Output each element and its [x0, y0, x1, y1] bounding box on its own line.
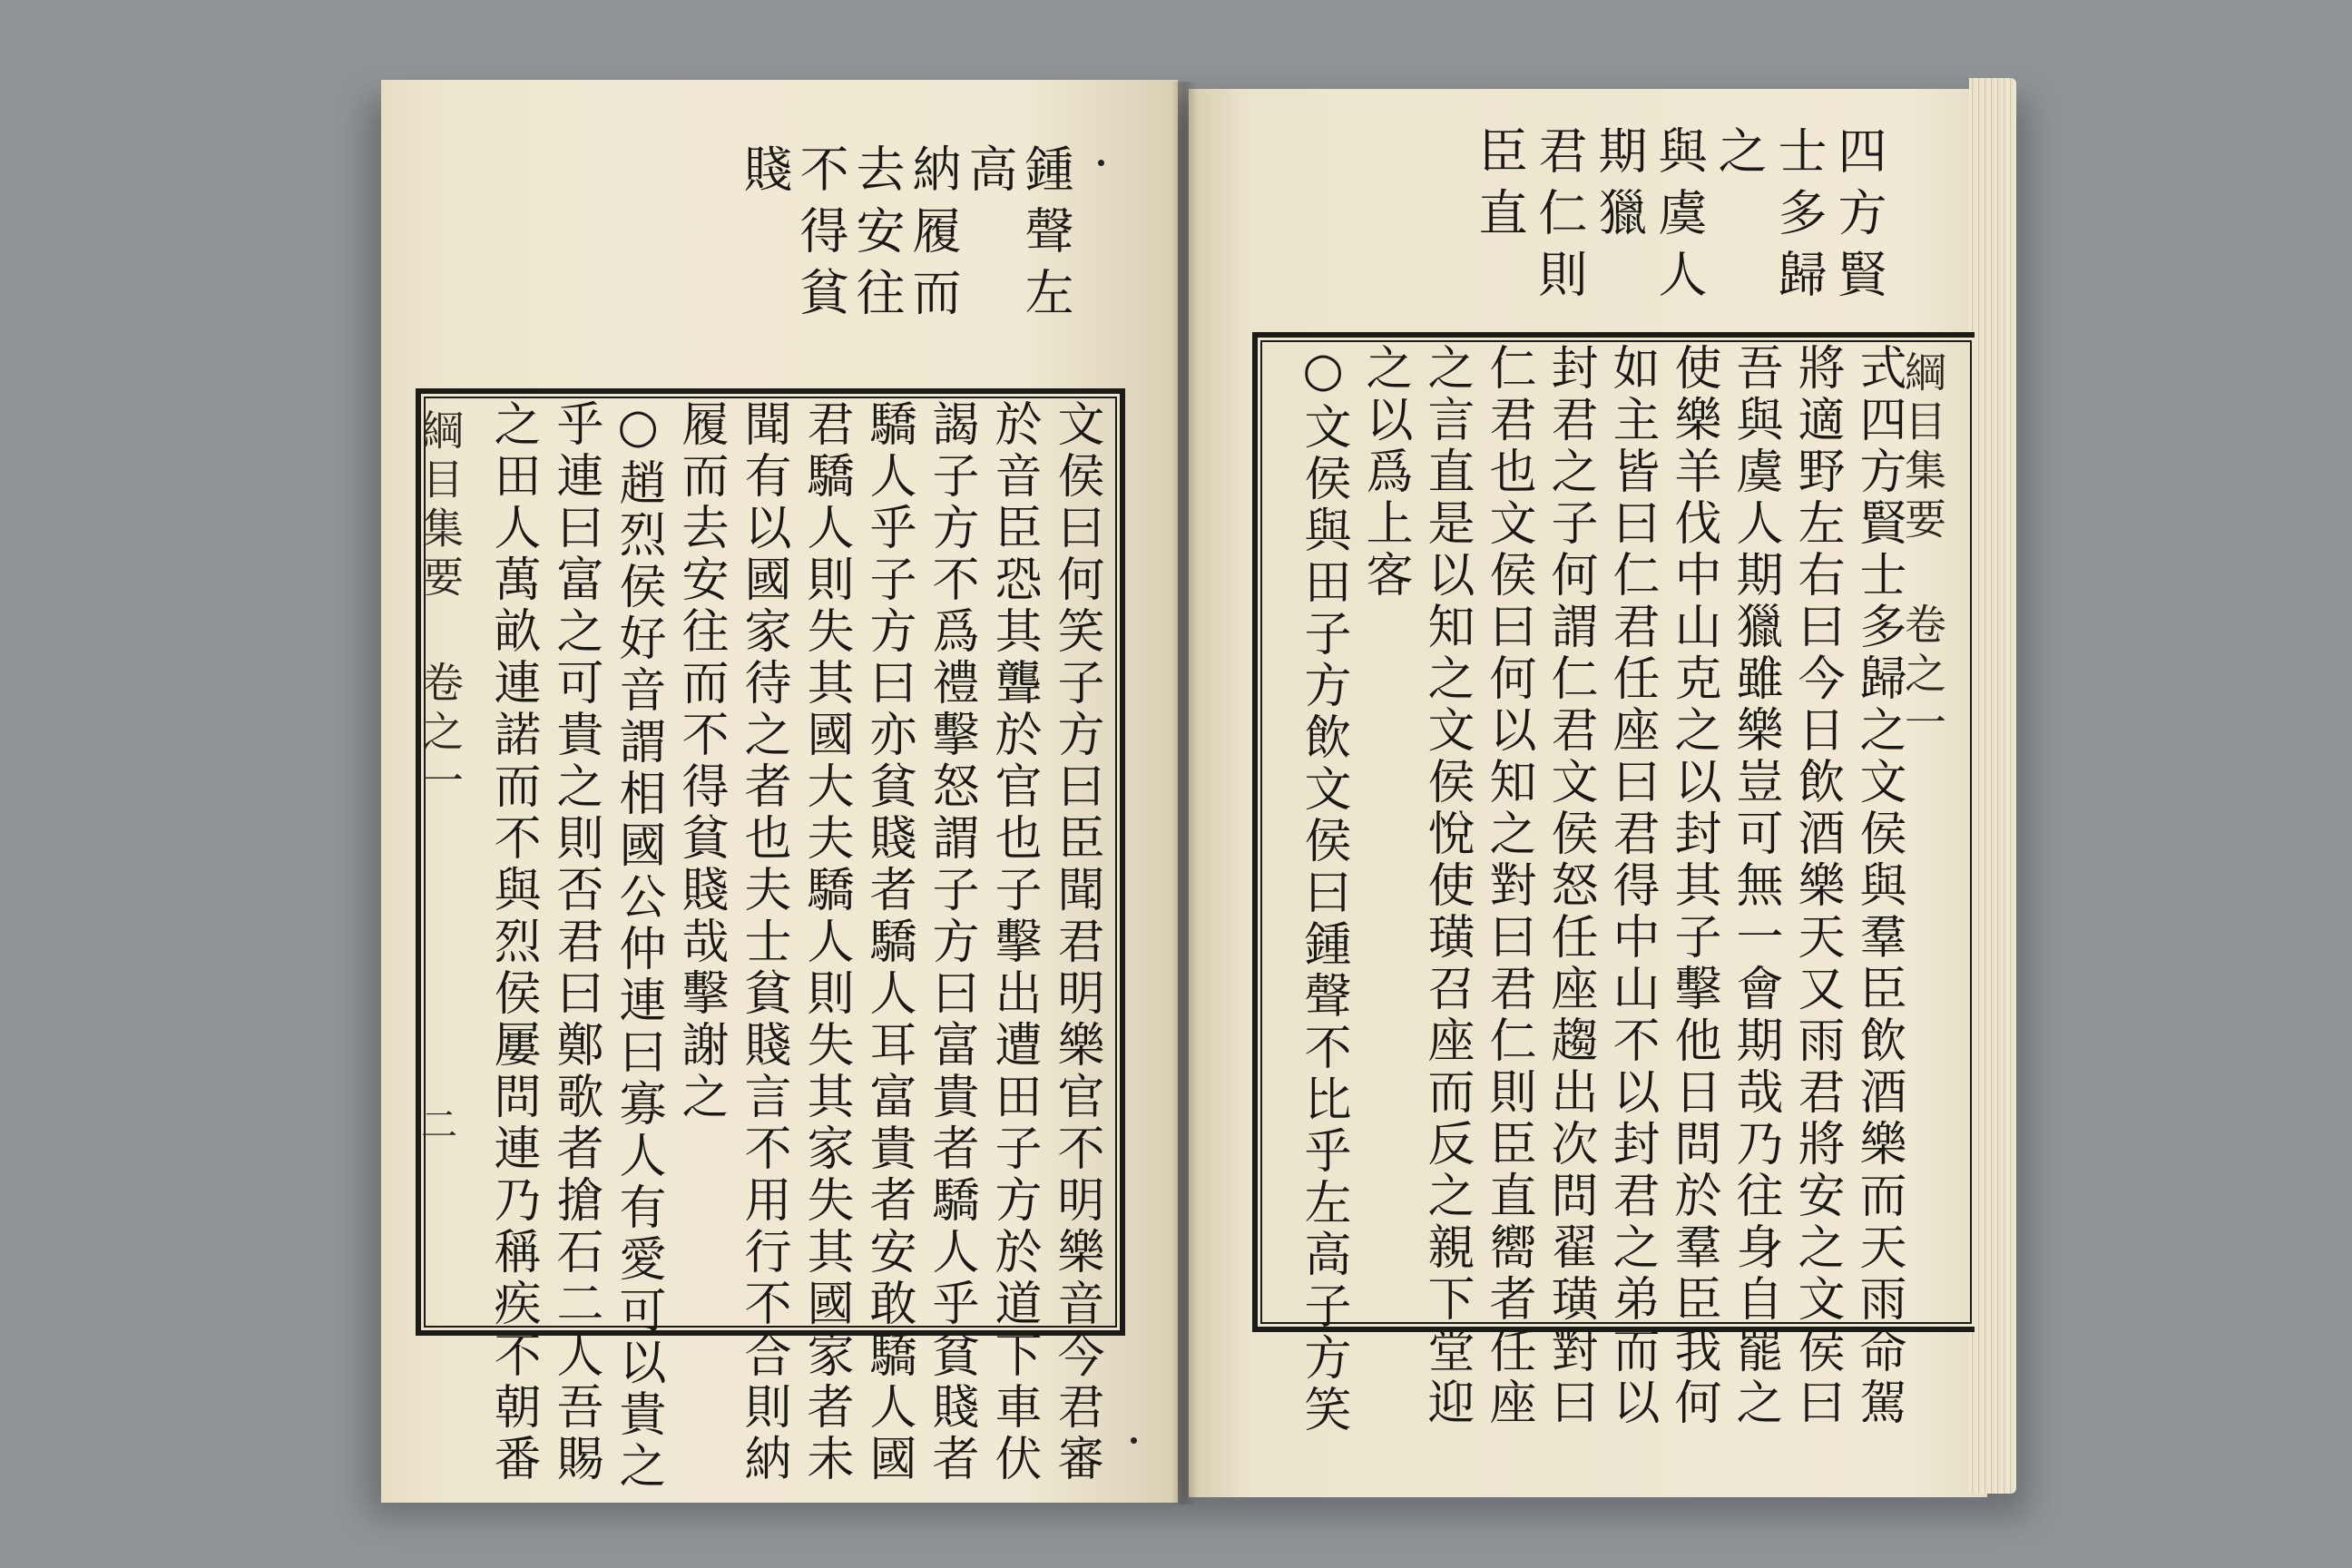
text-column: 高	[961, 143, 1018, 205]
text-column: 士多歸	[1770, 125, 1828, 310]
text-column: 如主皆曰仁君任座曰君得中山不以封君之弟而以	[1604, 343, 1659, 1429]
text-column: 使樂羊伐中山克之以封其子擊他日問於羣臣我何	[1666, 343, 1720, 1429]
right-edge-label: 綱目集要 卷之一	[1898, 350, 1947, 750]
text-column: 之田人萬畝連諾而不與烈侯屢問連乃稱疾不朝番	[485, 399, 540, 1485]
text-column: 不得貧	[792, 143, 849, 328]
text-column: 封君之子何謂仁君文侯怒任座趨出次問翟璜對曰	[1543, 343, 1597, 1429]
text-column: 期獵	[1591, 125, 1648, 249]
text-column: 臣直	[1471, 125, 1528, 249]
text-column: 文侯曰何笑子方曰臣聞君明樂官不明樂音今君審	[1049, 399, 1103, 1485]
text-column: 履而去安往而不得貧賤哉擊謝之	[673, 399, 728, 1123]
text-column: 於音臣恐其聾於官也子擊出遭田子方於道下車伏	[986, 399, 1041, 1485]
text-column: 之	[1710, 125, 1768, 187]
text-column: ○文侯與田子方飲文侯曰鍾聲不比乎左高子方笑	[1296, 343, 1350, 1436]
text-column: 將適野左右曰今日飲酒樂天又雨君將安之文侯曰	[1789, 343, 1844, 1429]
text-column: 鍾聲左	[1017, 143, 1074, 328]
left-folio: 二	[421, 1104, 457, 1146]
text-column: 乎連曰富之可貴之則否君曰鄭歌者搶石二人吾賜	[548, 399, 603, 1485]
left-edge-label: 綱目集要 卷之一	[416, 408, 465, 808]
text-column: 君驕人則失其國大夫驕人則失其家失其國家者未	[799, 399, 853, 1485]
text-column: 納履而	[905, 143, 962, 328]
page-edges	[1969, 78, 2016, 1494]
text-column: 之以爲上客	[1357, 343, 1412, 602]
text-column: ○趙烈侯好音謂相國公仲連曰寡人有愛可以貴之	[611, 399, 665, 1493]
text-column: 去安往	[848, 143, 906, 328]
text-column: 吾與虞人期獵雖樂豈可無一會期哉乃往身自罷之	[1728, 343, 1782, 1429]
text-column: 謁子方不爲禮擊怒謂子方曰富貴者驕人乎貧賤者	[924, 399, 978, 1485]
book-gutter	[1171, 82, 1198, 1504]
text-column: 仁君也文侯曰何以知之對曰君仁則臣直嚮者任座	[1481, 343, 1535, 1429]
text-column: 驕人乎子方曰亦貧賤者驕人耳富貴者安敢驕人國	[861, 399, 916, 1485]
text-column: 四方賢	[1830, 125, 1887, 310]
text-column: 與虞人	[1651, 125, 1708, 310]
text-column: 賤	[736, 143, 793, 205]
ink-speck	[1098, 160, 1104, 166]
ink-speck	[1131, 1437, 1137, 1444]
text-column: 聞有以國家待之者也夫士貧賤言不用行不合則納	[736, 399, 790, 1485]
text-column: 之言直是以知之文侯悅使璜召座而反之親下堂迎	[1419, 343, 1474, 1429]
text-column: 式四方賢士多歸之文侯與羣臣飲酒樂而天雨命駕	[1851, 343, 1906, 1429]
text-column: 君仁則	[1531, 125, 1588, 310]
